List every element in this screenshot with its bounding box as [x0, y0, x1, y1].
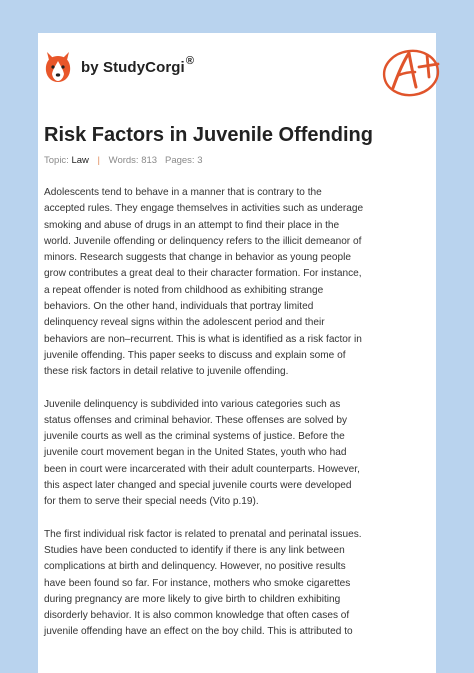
pages-value: 3 [197, 155, 203, 166]
paragraph: Adolescents tend to behave in a manner that is contrary to the accepted rules. They engage themselves in activities such as underage smoking and abuse of drugs in an attempt to find their place in the world. Juvenile offending or delinquency refers to the illicit demeanor of minors. Research suggests that change in behavior as young people grow contributes a great deal to their character formation. For instance, a repeat offender is noted from childhood as exhibiting strange behaviors. On the other hand, individuals that portray limited delinquency reveal signs within the adolescent period and their behaviors are non–recurrent. This is what is identified as a risk factor in juvenile offending. This paper seeks to discuss and explain some of these risk factors in detail relative to juvenile offending. [44, 187, 364, 378]
pages-label: Pages: [165, 155, 195, 166]
words-value: 813 [141, 155, 158, 166]
document-title: Risk Factors in Juvenile Offending [44, 124, 373, 146]
topic-label: Topic: [44, 155, 69, 166]
document-meta [44, 155, 203, 166]
meta-separator: | [97, 155, 101, 166]
document-body [44, 185, 364, 657]
registered-mark: ® [185, 55, 194, 67]
brand-name: by StudyCorgi [81, 58, 185, 76]
brand-header[interactable] [44, 50, 194, 84]
grade-a-plus-icon [380, 44, 446, 98]
paragraph: Juvenile delinquency is subdivided into various categories such as status offenses and criminal behavior. These offenses are solved by juvenile courts as well as the criminal systems of justice. Before the juvenile court movement began in the United States, youth who had been in court were incarcerated with their adult counterparts. However, this aspect later changed and special juvenile courts were developed for them to serve their special needs (Vito p.19). [44, 398, 360, 508]
topic-value[interactable]: Law [71, 155, 89, 166]
words-label: Words: [108, 155, 139, 166]
paragraph: The first individual risk factor is related to prenatal and perinatal issues. Studies have been conducted to identify if there is any link between complications at birth and delinquency. However, no positive results have been found so far. For instance, mothers who smoke cigarettes during pregnancy are more likely to give birth to children exhibiting disorderly behavior. It is also common knowledge that often cases of juvenile offending have an effect on the boy child. This is attributed to [44, 528, 362, 638]
corgi-logo-icon [44, 50, 72, 84]
